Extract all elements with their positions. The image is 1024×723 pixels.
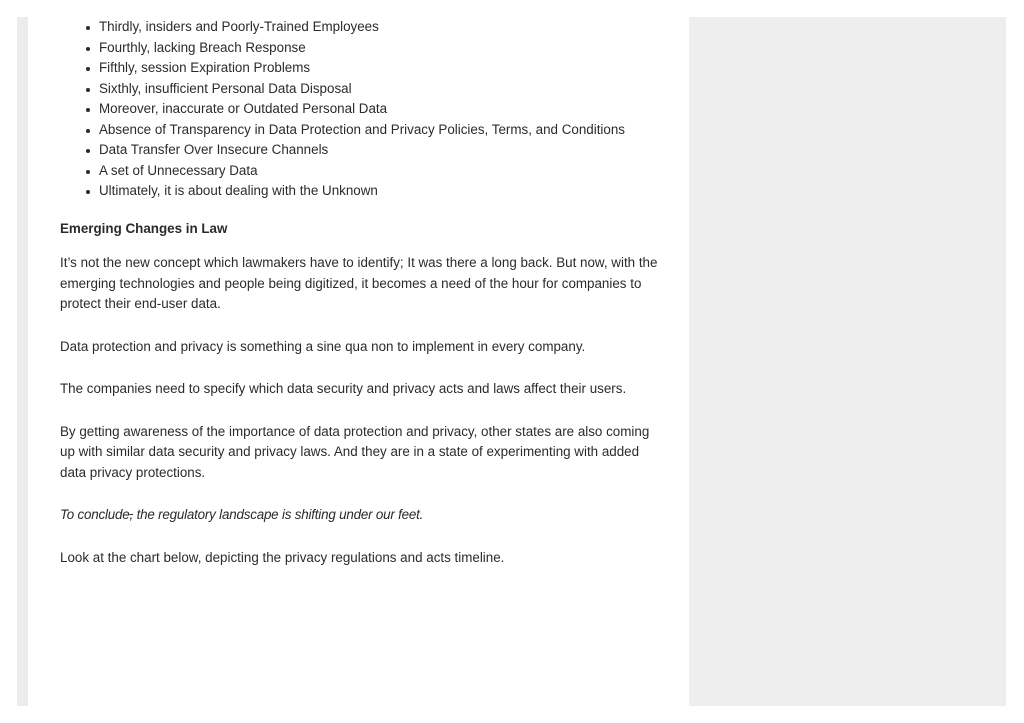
list-item: Ultimately, it is about dealing with the Unknown — [99, 181, 660, 202]
list-item: Data Transfer Over Insecure Channels — [99, 140, 660, 161]
section-heading: Emerging Changes in Law — [60, 220, 228, 236]
list-item: A set of Unnecessary Data — [99, 161, 660, 182]
list-item: Moreover, inaccurate or Outdated Personal Data — [99, 99, 660, 120]
paragraph: The companies need to specify which data security and privacy acts and laws affect their users. — [60, 381, 627, 396]
sidebar — [689, 17, 1006, 706]
list-item: Sixthly, insufficient Personal Data Disposal — [99, 79, 660, 100]
conclusion-rest: the regulatory landscape is shifting under our feet. — [133, 507, 424, 522]
paragraph: It’s not the new concept which lawmakers have to identify; It was there a long back. But now, with the emerging technologies and people being digitized, it becomes a need of the hour for companies to protect their end-user data. — [60, 255, 658, 311]
paragraph: Data protection and privacy is something a sine qua non to implement in every company. — [60, 338, 586, 354]
conclusion-struck: , — [129, 507, 134, 522]
conclusion-paragraph — [60, 505, 660, 526]
closing-paragraph: Look at the chart below, depicting the privacy regulations and acts timeline. — [60, 549, 505, 565]
list-item: Fourthly, lacking Breach Response — [99, 38, 660, 59]
left-rail — [17, 17, 28, 706]
paragraph: By getting awareness of the importance of data protection and privacy, other states are also coming up with similar data security and privacy laws. And they are in a state of experimenting with added data privacy protections. — [60, 423, 650, 480]
list-item: Absence of Transparency in Data Protection and Privacy Policies, Terms, and Conditions — [99, 120, 660, 141]
risk-list — [60, 17, 660, 202]
conclusion-lead: To conclude — [60, 507, 130, 522]
article-content — [60, 17, 660, 568]
list-item: Fifthly, session Expiration Problems — [99, 58, 660, 79]
list-item: Thirdly, insiders and Poorly-Trained Employees — [99, 17, 660, 38]
